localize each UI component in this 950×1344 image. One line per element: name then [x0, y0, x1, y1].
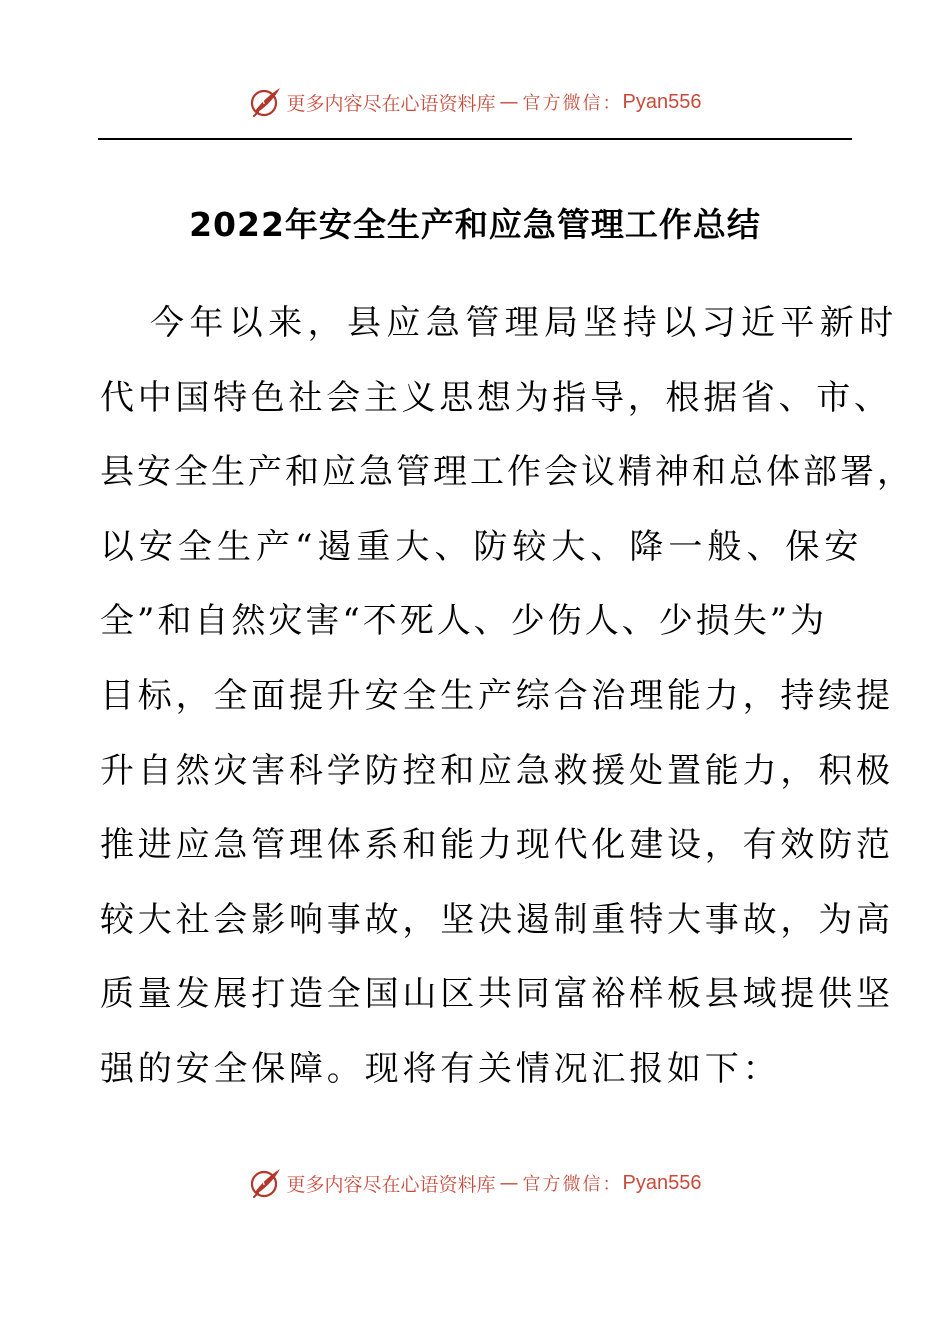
- body-line: 目标，全面提升安全生产综合治理能力，持续提: [100, 675, 894, 716]
- quill-pen-icon: [249, 85, 283, 119]
- header-divider: [98, 138, 852, 140]
- banner-separator: —: [499, 1172, 519, 1194]
- body-line: 升自然灾害科学防控和应急救援处置能力，积极: [100, 750, 894, 791]
- banner-slogan: 更多内容尽在心语资料库: [286, 92, 496, 115]
- banner-wechat-label: 官方微信：: [522, 93, 623, 114]
- body-line: 以安全生产“遏重大、防较大、降一般、保安: [100, 526, 864, 567]
- banner-separator: —: [499, 91, 519, 113]
- banner-slogan: 更多内容尽在心语资料库: [286, 1173, 496, 1196]
- document-title: 2022年安全生产和应急管理工作总结: [189, 205, 761, 244]
- footer-banner: [0, 1163, 950, 1203]
- banner-wechat-label: 官方微信：: [522, 1174, 623, 1195]
- document-body: [100, 292, 914, 1113]
- body-line: 代中国特色社会主义思想为指导，根据省、市、: [100, 377, 892, 418]
- header-banner: [0, 82, 950, 122]
- body-line: 全”和自然灾害“不死人、少伤人、少损失”为: [100, 601, 828, 642]
- banner-wechat-id: Pyan556: [622, 1171, 702, 1194]
- body-line: 推进应急管理体系和能力现代化建设，有效防范: [100, 825, 894, 866]
- body-line: 县安全生产和应急管理工作会议精神和总体部署，: [100, 452, 914, 493]
- body-line: 今年以来，县应急管理局坚持以习近平新时: [150, 303, 899, 343]
- body-line: 较大社会影响事故，坚决遏制重特大事故，为高: [100, 899, 894, 940]
- banner-wechat-id: Pyan556: [622, 90, 702, 113]
- body-line: 强的安全保障。现将有关情况汇报如下：: [100, 1048, 781, 1089]
- body-line: 质量发展打造全国山区共同富裕样板县域提供坚: [100, 974, 894, 1015]
- quill-pen-icon: [249, 1166, 283, 1200]
